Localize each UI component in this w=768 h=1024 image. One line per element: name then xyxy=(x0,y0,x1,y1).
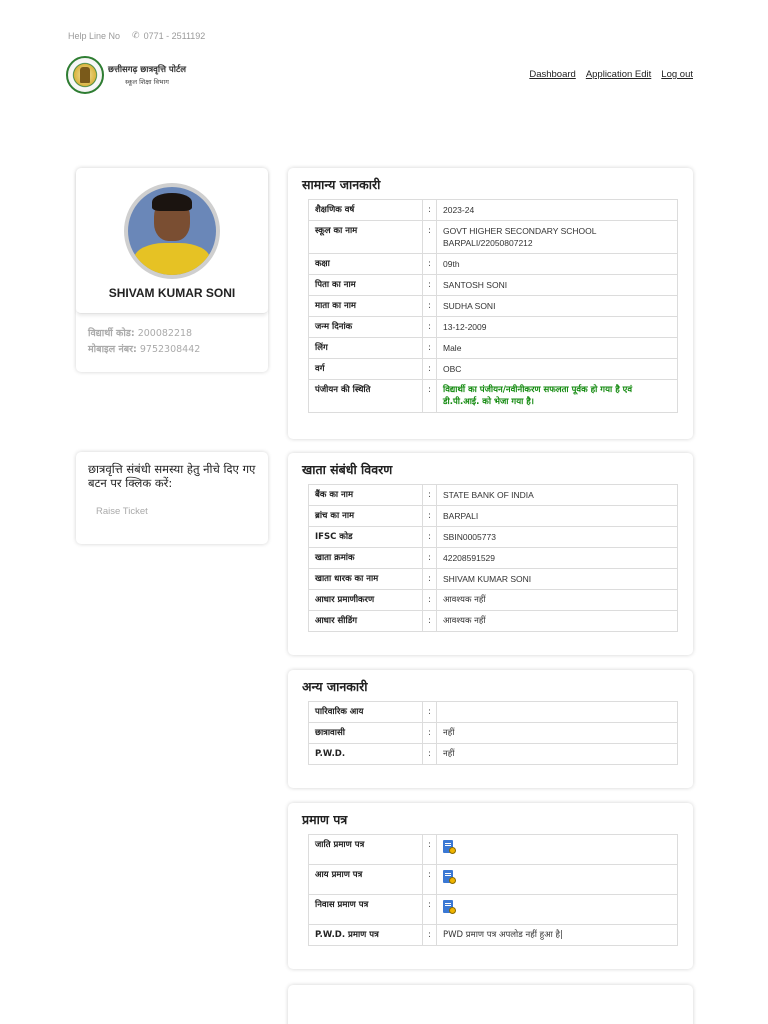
row-separator: : xyxy=(423,723,437,744)
row-separator: : xyxy=(423,221,437,254)
row-separator: : xyxy=(423,359,437,380)
helpline-number: 0771 - 2511192 xyxy=(143,30,206,41)
account-info-table xyxy=(308,484,678,632)
student-photo xyxy=(124,183,220,279)
row-value: 13-12-2009 xyxy=(437,317,678,338)
row-label: P.W.D. xyxy=(309,744,423,765)
row-label: IFSC कोड xyxy=(309,527,423,548)
row-value: नहीं xyxy=(437,744,678,765)
table-row xyxy=(309,702,678,723)
row-separator: : xyxy=(423,895,437,925)
row-label: स्कूल का नाम xyxy=(309,221,423,254)
general-info-table xyxy=(308,199,678,413)
table-row xyxy=(309,275,678,296)
row-value: नहीं xyxy=(437,723,678,744)
row-label: P.W.D. प्रमाण पत्र xyxy=(309,925,423,946)
row-value xyxy=(437,835,678,865)
helpline-phone xyxy=(132,30,205,41)
row-separator: : xyxy=(423,506,437,527)
table-row xyxy=(309,380,678,413)
table-row xyxy=(309,569,678,590)
row-value xyxy=(437,702,678,723)
account-info-title: खाता संबंधी विवरण xyxy=(302,462,393,477)
row-separator: : xyxy=(423,338,437,359)
certificates-table xyxy=(308,834,678,946)
table-row xyxy=(309,835,678,865)
document-search-icon[interactable] xyxy=(443,900,455,915)
row-value: SHIVAM KUMAR SONI xyxy=(437,569,678,590)
table-row xyxy=(309,359,678,380)
table-row xyxy=(309,895,678,925)
row-label: ब्रांच का नाम xyxy=(309,506,423,527)
row-separator: : xyxy=(423,925,437,946)
helpline-bar xyxy=(68,30,205,41)
top-nav xyxy=(529,69,693,80)
row-value xyxy=(437,865,678,895)
row-separator: : xyxy=(423,835,437,865)
row-separator: : xyxy=(423,865,437,895)
raise-ticket-button[interactable]: Raise Ticket xyxy=(96,506,148,517)
table-row xyxy=(309,925,678,946)
table-row xyxy=(309,506,678,527)
table-row xyxy=(309,527,678,548)
table-row xyxy=(309,317,678,338)
logo-subtitle: स्कूल शिक्षा विभाग xyxy=(125,78,169,86)
table-row xyxy=(309,338,678,359)
row-label: वर्ग xyxy=(309,359,423,380)
row-value: 2023-24 xyxy=(437,200,678,221)
row-label: पंजीयन की स्थिति xyxy=(309,380,423,413)
row-separator: : xyxy=(423,548,437,569)
document-search-icon[interactable] xyxy=(443,870,455,885)
table-row xyxy=(309,723,678,744)
row-value: SUDHA SONI xyxy=(437,296,678,317)
row-value: PWD प्रमाण पत्र अपलोड नहीं हुआ है| xyxy=(437,925,678,946)
nav-dashboard-link[interactable]: Dashboard xyxy=(529,69,576,80)
row-value: BARPALI xyxy=(437,506,678,527)
portal-logo[interactable] xyxy=(66,56,186,94)
table-row xyxy=(309,590,678,611)
row-value: OBC xyxy=(437,359,678,380)
row-label: शैक्षणिक वर्ष xyxy=(309,200,423,221)
table-row xyxy=(309,221,678,254)
row-label: खाता क्रमांक xyxy=(309,548,423,569)
row-value: SANTOSH SONI xyxy=(437,275,678,296)
table-row xyxy=(309,611,678,632)
row-separator: : xyxy=(423,296,437,317)
general-info-title: सामान्य जानकारी xyxy=(302,177,381,192)
row-separator: : xyxy=(423,744,437,765)
row-label: पारिवारिक आय xyxy=(309,702,423,723)
next-section-card xyxy=(288,985,693,1024)
table-row xyxy=(309,296,678,317)
other-info-title: अन्य जानकारी xyxy=(302,679,368,694)
row-separator: : xyxy=(423,275,437,296)
table-row xyxy=(309,548,678,569)
certificates-section xyxy=(288,803,693,969)
row-value: STATE BANK OF INDIA xyxy=(437,485,678,506)
mobile-line xyxy=(88,342,256,358)
row-separator: : xyxy=(423,590,437,611)
row-separator: : xyxy=(423,200,437,221)
row-value: 42208591529 xyxy=(437,548,678,569)
other-info-table xyxy=(308,701,678,765)
row-label: जाति प्रमाण पत्र xyxy=(309,835,423,865)
row-label: आधार प्रमाणीकरण xyxy=(309,590,423,611)
table-row xyxy=(309,200,678,221)
row-value: 09th xyxy=(437,254,678,275)
row-label: छात्रावासी xyxy=(309,723,423,744)
help-text: छात्रवृत्ति संबंधी समस्या हेतु नीचे दिए गए बटन पर क्लिक करें: xyxy=(88,462,256,490)
nav-application-edit-link[interactable]: Application Edit xyxy=(585,69,652,80)
table-row xyxy=(309,485,678,506)
logo-title: छत्तीसगढ़ छात्रवृत्ति पोर्टल xyxy=(108,65,186,75)
row-value: आवश्यक नहीं xyxy=(437,590,678,611)
row-label: आधार सीडिंग xyxy=(309,611,423,632)
row-separator: : xyxy=(423,317,437,338)
row-value: SBIN0005773 xyxy=(437,527,678,548)
student-code-line xyxy=(88,326,256,342)
row-value: Male xyxy=(437,338,678,359)
state-emblem-icon xyxy=(66,56,104,94)
account-info-section xyxy=(288,453,693,655)
row-separator: : xyxy=(423,380,437,413)
table-row xyxy=(309,865,678,895)
row-separator: : xyxy=(423,611,437,632)
row-label: जन्म दिनांक xyxy=(309,317,423,338)
row-separator: : xyxy=(423,527,437,548)
row-value: आवश्यक नहीं xyxy=(437,611,678,632)
row-separator: : xyxy=(423,702,437,723)
student-code-label: विद्यार्थी कोड: xyxy=(88,328,135,339)
profile-card xyxy=(76,168,268,372)
row-label: कक्षा xyxy=(309,254,423,275)
phone-icon: ✆ xyxy=(132,30,140,40)
row-label: खाता धारक का नाम xyxy=(309,569,423,590)
row-label: पिता का नाम xyxy=(309,275,423,296)
student-code-value: 200082218 xyxy=(137,328,193,339)
help-card xyxy=(76,452,268,544)
table-row xyxy=(309,254,678,275)
table-row xyxy=(309,744,678,765)
certificates-title: प्रमाण पत्र xyxy=(302,812,348,827)
row-label: बैंक का नाम xyxy=(309,485,423,506)
row-value: GOVT HIGHER SECONDARY SCHOOL BARPALI/22050807212 xyxy=(437,221,678,254)
general-info-section xyxy=(288,168,693,439)
document-search-icon[interactable] xyxy=(443,840,455,855)
row-separator: : xyxy=(423,569,437,590)
other-info-section xyxy=(288,670,693,788)
row-label: लिंग xyxy=(309,338,423,359)
row-label: माता का नाम xyxy=(309,296,423,317)
row-separator: : xyxy=(423,485,437,506)
student-name: SHIVAM KUMAR SONI xyxy=(108,286,236,300)
row-label: निवास प्रमाण पत्र xyxy=(309,895,423,925)
row-value xyxy=(437,895,678,925)
row-label: आय प्रमाण पत्र xyxy=(309,865,423,895)
registration-status: विद्यार्थी का पंजीयन/नवीनीकरण सफलता पूर्वक हो गया है एवं डी.पी.आई. को भेजा गया है। xyxy=(437,380,678,413)
mobile-value: 9752308442 xyxy=(139,344,201,355)
helpline-label: Help Line No xyxy=(68,30,121,41)
mobile-label: मोबाइल नंबर: xyxy=(88,344,137,355)
nav-logout-link[interactable]: Log out xyxy=(661,69,693,80)
row-separator: : xyxy=(423,254,437,275)
